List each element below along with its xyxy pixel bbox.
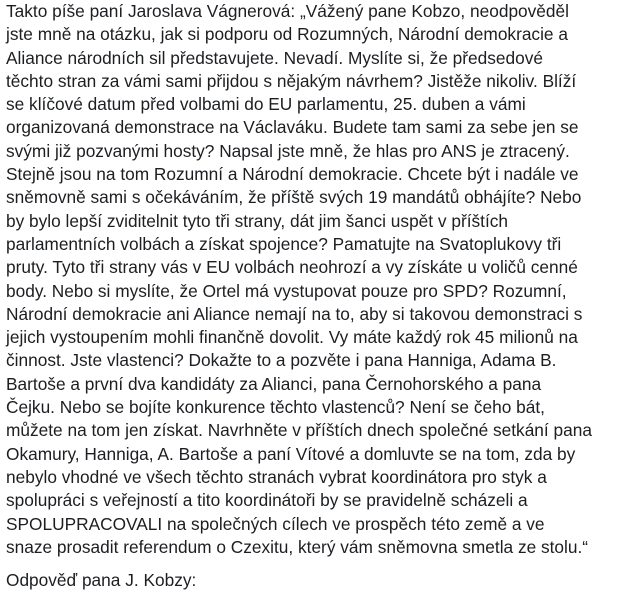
post-line: spolupráci s veřejností a tito koordinátoři by se pravidelně scházeli a xyxy=(6,490,528,511)
post-line: Okamury, Hanniga, A. Bartoše a paní Vítové a domluvte se na tom, zda by xyxy=(6,443,576,464)
post-line: Takto píše paní Jaroslava Vágnerová: „Vážený pane Kobzo, neodpověděl xyxy=(6,1,569,21)
post-line: těchto stran za vámi sami přijdou s nějakým návrhem? Jistěže nikoliv. Blíží xyxy=(6,70,577,91)
post-line: SPOLUPRACOVALI na společných cílech ve prospěch této země a ve xyxy=(6,513,545,534)
post-line: činnost. Jste vlastenci? Dokažte to a pozvěte i pana Hanniga, Adama B. xyxy=(6,350,557,371)
post-line: pruty. Tyto tři strany vás v EU volbách neohrozí a vy získáte u voličů cenné xyxy=(6,257,578,278)
post-line: sněmovně sami s očekáváním, že příště svých 19 mandátů obhájíte? Nebo xyxy=(6,187,582,208)
post-line: organizovaná demonstrace na Václaváku. Budete tam sami za sebe jen se xyxy=(6,117,579,138)
post-line: Bartoše a první dva kandidáty za Alianci, pana Černohorského a pana xyxy=(6,373,542,394)
post-line: Národní demokracie ani Aliance nemají na to, aby si takovou demonstraci s xyxy=(6,303,583,324)
post-line: jejich vystoupením mohli finančně dovolit. Vy máte každý rok 45 milionů na xyxy=(6,327,578,348)
post-line: nebylo vhodné ve všech těchto stranách vybrat koordinátora pro styk a xyxy=(6,466,547,487)
post-line: parlamentních volbách a získat spojence? Pamatujte na Svatoplukovy tři xyxy=(6,233,562,254)
post-line: Aliance národních sil představujete. Nevadí. Myslíte si, že předsedové xyxy=(6,47,543,68)
post-line: Stejně jsou na tom Rozumní a Národní demokracie. Chcete být i nadále ve xyxy=(6,164,579,185)
post-line: jste mně na otázku, jak si podporu od Rozumných, Národní demokracie a xyxy=(6,24,568,45)
post-text xyxy=(6,0,618,592)
post-line: se klíčové datum před volbami do EU parlamentu, 25. duben a vámi xyxy=(6,94,526,115)
reply-heading: Odpověď pana J. Kobzy: xyxy=(6,570,197,591)
post-line: můžete na tom jen získat. Navrhněte v příštích dnech společné setkání pana xyxy=(6,420,592,441)
post-line: svými již pozvanými hosty? Napsal jste mně, že hlas pro ANS je ztracený. xyxy=(6,140,570,161)
post-line: Čejku. Nebo se bojíte konkurence těchto vlastenců? Není se čeho bát, xyxy=(6,397,545,418)
post-line: snaze prosadit referendum o Czexitu, který vám sněmovna smetla ze stolu.“ xyxy=(6,536,589,557)
post-line: by bylo lepší zviditelnit tyto tři strany, dát jim šanci uspět v příštích xyxy=(6,210,508,231)
post-line: body. Nebo si myslíte, že Ortel má vystupovat pouze pro SPD? Rozumní, xyxy=(6,280,567,301)
